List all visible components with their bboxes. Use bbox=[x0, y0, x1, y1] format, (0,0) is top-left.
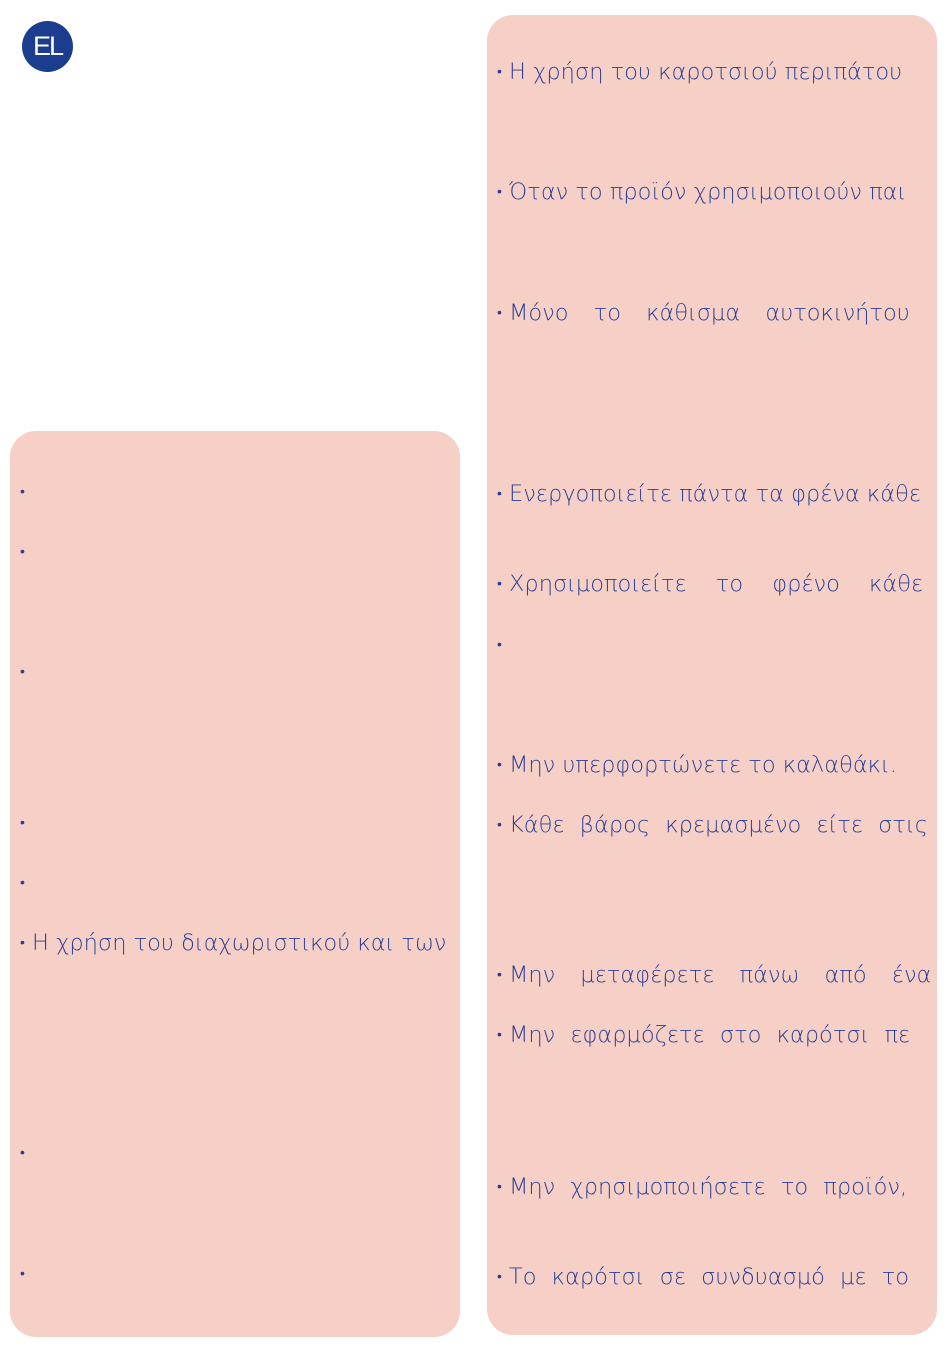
list-item bbox=[20, 868, 460, 898]
list-item bbox=[20, 928, 460, 958]
list-item-text: Μην υπερφορτώνετε το καλαθάκι. bbox=[509, 752, 897, 778]
list-item bbox=[20, 537, 460, 567]
list-item-text: Μόνο το κάθισμα αυτοκινήτου bbox=[509, 300, 910, 326]
bullet-icon: • bbox=[20, 1266, 25, 1282]
list-item bbox=[20, 477, 460, 507]
list-item-text: Η χρήση του διαχωριστικού και των bbox=[32, 930, 447, 956]
bullet-icon: • bbox=[497, 1179, 502, 1195]
list-item-text: Ενεργοποιείτε πάντα τα φρένα κάθε bbox=[509, 481, 922, 507]
bullet-icon: • bbox=[497, 1027, 502, 1043]
list-item bbox=[20, 1259, 460, 1289]
list-item bbox=[497, 177, 931, 207]
list-item-text: Κάθε βάρος κρεμασμένο είτε στις bbox=[509, 812, 928, 838]
list-item-text: Χρησιμοποιείτε το φρένο κάθε bbox=[509, 571, 924, 597]
bullet-icon: • bbox=[20, 935, 25, 951]
left-warning-panel bbox=[10, 431, 460, 1337]
bullet-icon: • bbox=[497, 184, 502, 200]
list-item bbox=[497, 298, 931, 328]
bullet-icon: • bbox=[20, 815, 25, 831]
list-item bbox=[497, 1262, 931, 1292]
list-item bbox=[497, 1172, 931, 1202]
bullet-icon: • bbox=[497, 817, 502, 833]
bullet-icon: • bbox=[20, 544, 25, 560]
bullet-icon: • bbox=[497, 486, 502, 502]
list-item bbox=[497, 479, 931, 509]
list-item bbox=[20, 1138, 460, 1168]
list-item bbox=[497, 1020, 931, 1050]
bullet-icon: • bbox=[497, 757, 502, 773]
language-badge: EL bbox=[22, 21, 73, 72]
list-item bbox=[497, 750, 931, 780]
list-item-text: Μην χρησιμοποιήσετε το προϊόν, bbox=[509, 1174, 908, 1200]
list-item bbox=[497, 960, 931, 990]
list-item-text: Μην μεταφέρετε πάνω από ένα bbox=[509, 962, 931, 988]
bullet-icon: • bbox=[497, 1269, 502, 1285]
bullet-icon: • bbox=[497, 305, 502, 321]
list-item bbox=[20, 808, 460, 838]
list-item bbox=[497, 569, 931, 599]
list-item-text: Όταν το προϊόν χρησιμοποιούν παι bbox=[509, 179, 907, 205]
bullet-icon: • bbox=[20, 664, 25, 680]
bullet-icon: • bbox=[497, 576, 502, 592]
list-item bbox=[497, 57, 931, 87]
bullet-icon: • bbox=[497, 64, 502, 80]
list-item bbox=[20, 657, 460, 687]
list-item-text: Μην εφαρμόζετε στο καρότσι πε bbox=[509, 1022, 911, 1048]
bullet-icon: • bbox=[20, 875, 25, 891]
list-item bbox=[497, 810, 931, 840]
list-item bbox=[497, 630, 931, 660]
list-item-text: Η χρήση του καροτσιού περιπάτου bbox=[509, 59, 903, 85]
bullet-icon: • bbox=[497, 967, 502, 983]
bullet-icon: • bbox=[20, 484, 25, 500]
list-item-text: Το καρότσι σε συνδυασμό με το bbox=[509, 1264, 910, 1290]
bullet-icon: • bbox=[20, 1145, 25, 1161]
bullet-icon: • bbox=[497, 637, 502, 653]
right-warning-panel bbox=[487, 15, 937, 1335]
